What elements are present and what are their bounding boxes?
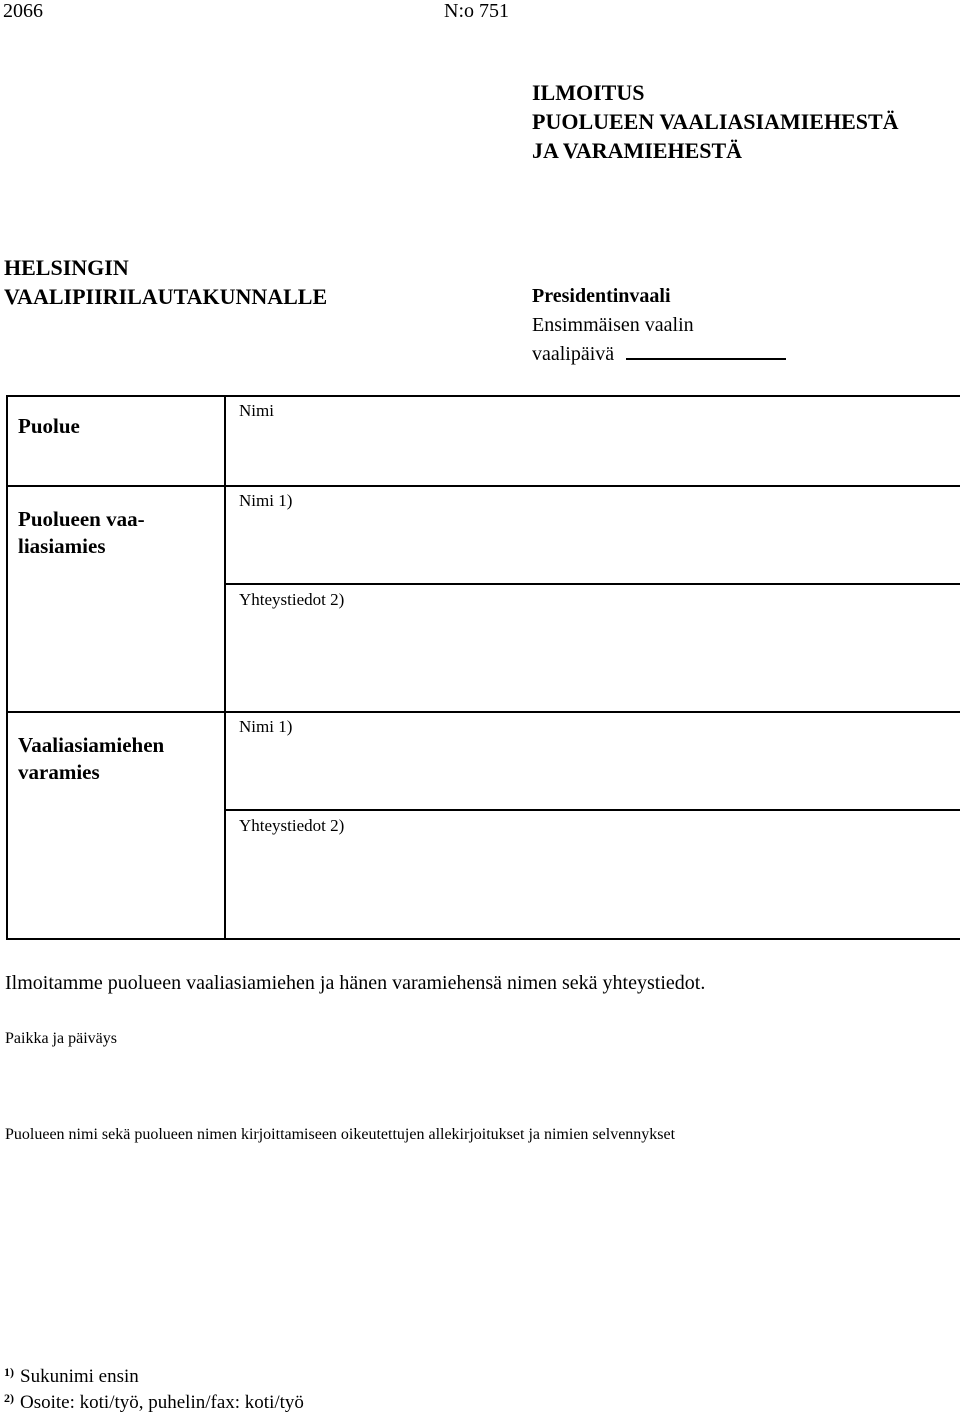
place-date-field[interactable]: Paikka ja päiväys	[5, 1030, 117, 1047]
page-number: 2066	[3, 0, 43, 22]
party-label: Puolue	[18, 414, 80, 438]
agent-label-line-2: liasiamies	[18, 534, 106, 558]
election-type: Presidentinvaali	[532, 285, 671, 307]
form-row-divider-4	[224, 809, 960, 811]
party-name-field[interactable]: Nimi	[239, 401, 274, 420]
title-line-2: PUOLUEEN VAALIASIAMIEHESTÄ	[532, 109, 899, 134]
deputy-label-line-1: Vaaliasiamiehen	[18, 733, 165, 757]
statement-text: Ilmoitamme puolueen vaaliasiamiehen ja hänen varamiehensä nimen sekä yhteystiedot.	[5, 972, 706, 994]
recipient-line-2: VAALIPIIRILAUTAKUNNALLE	[4, 284, 328, 309]
footnote-1-mark: 1)	[4, 1365, 14, 1379]
election-date-label: vaalipäivä	[532, 343, 615, 365]
title-line-1: ILMOITUS	[532, 80, 645, 105]
issue-number: N:o 751	[444, 0, 509, 22]
deputy-label	[18, 732, 164, 786]
form-table	[6, 395, 960, 940]
footnote-2-text: Osoite: koti/työ, puhelin/fax: koti/työ	[20, 1392, 304, 1413]
signatures-field[interactable]: Puolueen nimi sekä puolueen nimen kirjoittamiseen oikeutettujen allekirjoitukset ja nimien selvennykset	[5, 1126, 676, 1143]
title-line-3: JA VARAMIEHESTÄ	[532, 138, 743, 163]
election-date-input[interactable]	[626, 344, 786, 360]
deputy-name-field[interactable]: Nimi 1)	[239, 717, 293, 736]
footnote-2	[4, 1391, 304, 1414]
election-info	[532, 282, 786, 369]
election-line-2: Ensimmäisen vaalin	[532, 314, 694, 336]
deputy-contact-field[interactable]: Yhteystiedot 2)	[239, 816, 345, 835]
form-row-divider-2	[224, 583, 960, 585]
agent-label-line-1: Puolueen vaa-	[18, 507, 145, 531]
footnote-1	[4, 1365, 139, 1388]
agent-name-field[interactable]: Nimi 1)	[239, 491, 293, 510]
footnote-1-text: Sukunimi ensin	[20, 1366, 139, 1387]
deputy-label-line-2: varamies	[18, 760, 100, 784]
recipient	[4, 253, 327, 311]
agent-contact-field[interactable]: Yhteystiedot 2)	[239, 590, 345, 609]
recipient-line-1: HELSINGIN	[4, 255, 129, 280]
form-row-divider-3	[6, 711, 960, 713]
footnote-2-mark: 2)	[4, 1391, 14, 1405]
agent-label	[18, 506, 145, 560]
election-date-row	[532, 340, 786, 369]
form-column-divider	[224, 395, 226, 940]
document-title	[532, 78, 899, 165]
form-row-divider-1	[6, 485, 960, 487]
